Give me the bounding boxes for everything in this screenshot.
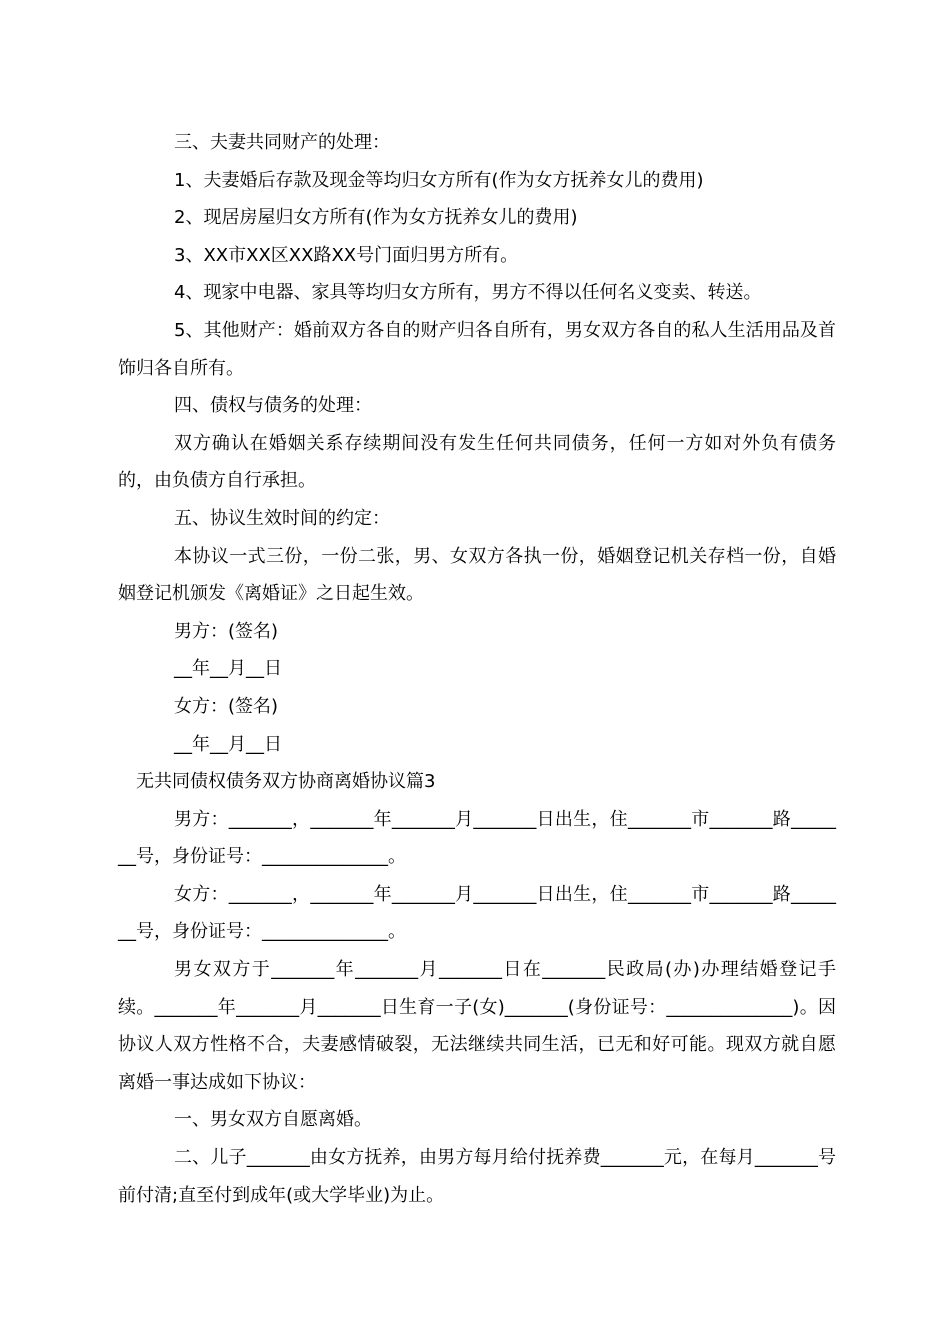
document-body — [118, 124, 836, 1214]
debts-clause: 双方确认在婚姻关系存续期间没有发生任何共同债务，任何一方如对外负有债务的，由负债方自行承担。 — [118, 432, 836, 492]
agreement-clause-2: 二、儿子_______由女方抚养，由男方每月给付抚养费_______元，在每月_______号前付清;直至付到成年(或大学毕业)为止。 — [118, 1147, 836, 1206]
property-clause-3: 3、XX市XX区XX路XX号门面归男方所有。 — [174, 244, 519, 266]
agreement-title: 无共同债权债务双方协商离婚协议篇3 — [136, 771, 436, 793]
property-clause-5: 5、其他财产：婚前双方各自的财产归各自所有，男女双方各自的私人生活用品及首饰归各自所有。 — [118, 319, 836, 379]
male-party-info: 男方：_______，_______年_______月_______日出生，住_______市_______路_______号，身份证号：______________。 — [118, 808, 836, 868]
female-party-info: 女方：_______，_______年_______月_______日出生，住_______市_______路_______号，身份证号：______________。 — [118, 883, 836, 943]
section-heading-property: 三、夫妻共同财产的处理： — [174, 132, 390, 153]
female-signature-line: 女方：(签名) — [174, 695, 279, 717]
section-heading-debts: 四、债权与债务的处理： — [174, 395, 372, 417]
marriage-background: 男女双方于_______年_______月_______日在_______民政局(办)办理结婚登记手续。_______年_______月_______日生育一子(女)_______(身份证号：______________)。因协议人双方性格不合，夫妻感情破裂，无法继续共同生活，已无和好可能。现双方就自愿离婚一事达成如下协议： — [118, 959, 836, 1093]
female-signature-date: __年__月__日 — [174, 733, 282, 755]
male-signature-line: 男方：(签名) — [174, 620, 279, 642]
property-clause-2: 2、现居房屋归女方所有(作为女方抚养女儿的费用) — [174, 207, 578, 229]
male-signature-date: __年__月__日 — [174, 658, 282, 680]
agreement-clause-1: 一、男女双方自愿离婚。 — [174, 1109, 372, 1131]
property-clause-4: 4、现家中电器、家具等均归女方所有，男方不得以任何名义变卖、转送。 — [174, 282, 762, 304]
effective-clause: 本协议一式三份，一份二张，男、女双方各执一份，婚姻登记机关存档一份，自婚姻登记机颁发《离婚证》之日起生效。 — [118, 545, 836, 605]
section-heading-effective: 五、协议生效时间的约定： — [174, 507, 390, 529]
property-clause-1: 1、夫妻婚后存款及现金等均归女方所有(作为女方抚养女儿的费用) — [174, 169, 704, 191]
